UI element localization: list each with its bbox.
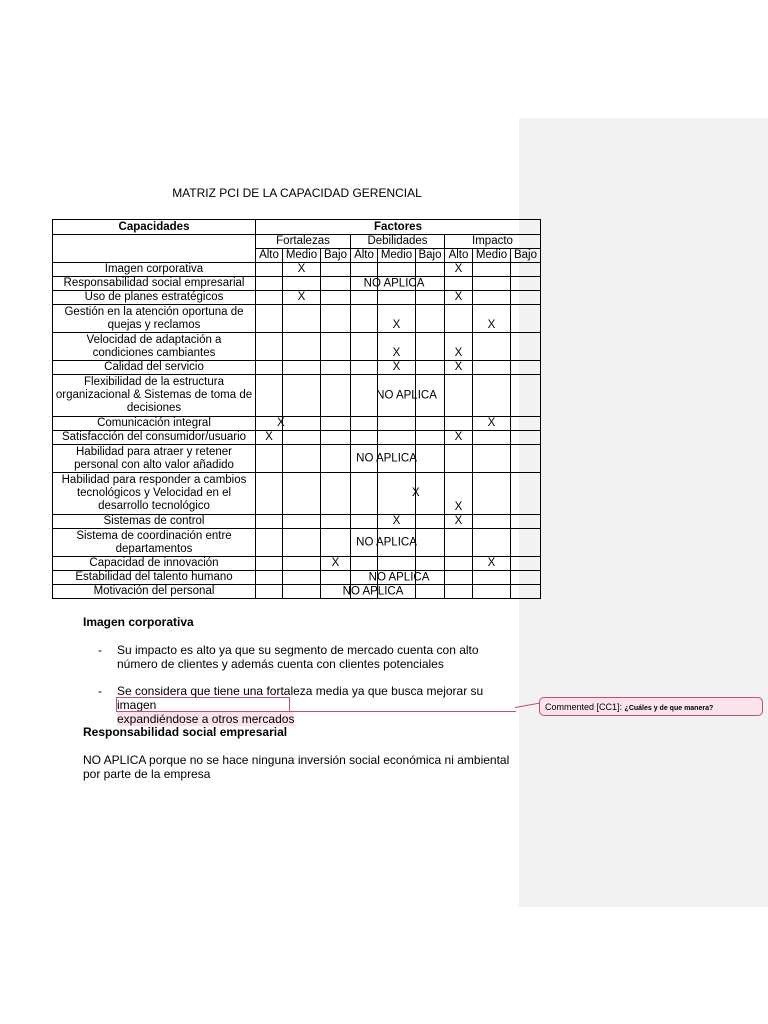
table-row [53, 585, 541, 599]
row-label: Habilidad para atraer y retener personal con alto valor añadido [53, 445, 256, 473]
mark-cell: X [321, 557, 351, 571]
table-group-row [53, 235, 541, 249]
comment-anchor-box [116, 697, 290, 712]
bullet-dash: - [98, 643, 102, 657]
table-row [53, 557, 541, 571]
row-label: Responsabilidad social empresarial [53, 277, 256, 291]
row-label: Habilidad para responder a cambios tecnológicos y Velocidad en el desarrollo tecnológico [53, 473, 256, 515]
row-label: Gestión en la atención oportuna de quejas y reclamos [53, 305, 256, 333]
bullet-text-part1: Se considera que tiene una fortaleza media ya que busca mejorar su imagen [117, 684, 484, 712]
mark-cell: X [378, 361, 416, 375]
bullet-text: Su impacto es alto ya que su segmento de mercado cuenta con alto número de clientes y además cuenta con clientes potenciales [117, 643, 479, 671]
mark-cell: X [473, 557, 511, 571]
row-label: Velocidad de adaptación a condiciones cambiantes [53, 333, 256, 361]
row-label: Comunicación integral [53, 417, 256, 431]
table-row [53, 571, 541, 585]
empty-cell [53, 235, 256, 263]
mark-cell: X [445, 361, 473, 375]
table-row [53, 417, 541, 431]
no-aplica-text: NO APLICA [368, 571, 430, 583]
table-row [53, 333, 541, 361]
level-label: Alto [445, 249, 473, 263]
table-row [53, 515, 541, 529]
level-label: Medio [473, 249, 511, 263]
mark-cell: X [473, 305, 511, 333]
row-label: Flexibilidad de la estructura organizacional & Sistemas de toma de decisiones [53, 375, 256, 417]
mark-cell: X [412, 487, 420, 499]
row-label: Capacidad de innovación [53, 557, 256, 571]
no-aplica-text: NO APLICA [356, 452, 417, 464]
no-aplica-text: NO APLICA [363, 277, 425, 289]
mark-cell: X [256, 431, 283, 445]
row-label: Sistema de coordinación entre departamentos [53, 529, 256, 557]
mark-cell: X [378, 515, 416, 529]
no-aplica-text: NO APLICA [376, 389, 437, 401]
table-row [53, 431, 541, 445]
group-fortalezas: Fortalezas [256, 235, 351, 249]
row-label: Estabilidad del talento humano [53, 571, 256, 585]
mark-cell: X [283, 291, 321, 305]
comment-label: Commented [CC1]: [545, 702, 623, 712]
table-row [53, 375, 541, 417]
no-aplica-text: NO APLICA [356, 536, 417, 548]
section-heading-responsabilidad: Responsabilidad social empresarial [83, 725, 288, 739]
mark-cell: X [445, 431, 473, 445]
pci-matrix-table [52, 219, 541, 599]
mark-cell: X [473, 417, 511, 431]
mark-cell: X [445, 515, 473, 529]
mark-cell: X [445, 333, 473, 361]
table-header-row [53, 220, 541, 235]
group-debilidades: Debilidades [351, 235, 445, 249]
level-label: Bajo [416, 249, 445, 263]
table-row [53, 277, 541, 291]
table-row [53, 361, 541, 375]
mark-cell: X [283, 263, 321, 277]
comment-balloon[interactable] [539, 697, 763, 716]
row-label: Sistemas de control [53, 515, 256, 529]
level-label: Bajo [511, 249, 541, 263]
level-label: Alto [256, 249, 283, 263]
mark-cell: X [378, 333, 416, 361]
mark-cell: X [445, 291, 473, 305]
section-heading-imagen: Imagen corporativa [83, 615, 194, 629]
row-label: Imagen corporativa [53, 263, 256, 277]
level-label: Medio [378, 249, 416, 263]
header-capacidades: Capacidades [53, 220, 256, 235]
document-title: MATRIZ PCI DE LA CAPACIDAD GERENCIAL [172, 186, 422, 200]
table-row [53, 305, 541, 333]
row-label: Satisfacción del consumidor/usuario [53, 431, 256, 445]
bullet-dash: - [98, 684, 102, 698]
comment-connector-line [290, 711, 516, 712]
row-label: Calidad del servicio [53, 361, 256, 375]
comment-margin-pane [519, 118, 768, 907]
no-aplica-text: NO APLICA [342, 585, 404, 597]
header-factores: Factores [256, 220, 541, 235]
mark-cell: X [445, 473, 473, 515]
comment-text: ¿Cuáles y de que manera? [624, 705, 714, 712]
table-row [53, 291, 541, 305]
mark-cell: X [277, 417, 285, 429]
table-row [53, 445, 541, 473]
level-label: Alto [351, 249, 378, 263]
table-row [53, 473, 541, 515]
table-row [53, 529, 541, 557]
commented-text-highlight[interactable]: expandiéndose a otros mercados [117, 712, 295, 726]
responsabilidad-paragraph: NO APLICA porque no se hace ninguna inversión social económica ni ambiental por parte de la empresa [83, 753, 510, 781]
table-row [53, 263, 541, 277]
row-label: Motivación del personal [53, 585, 256, 599]
level-label: Medio [283, 249, 321, 263]
group-impacto: Impacto [445, 235, 541, 249]
level-label: Bajo [321, 249, 351, 263]
mark-cell: X [378, 305, 416, 333]
row-label: Uso de planes estratégicos [53, 291, 256, 305]
mark-cell: X [445, 263, 473, 277]
